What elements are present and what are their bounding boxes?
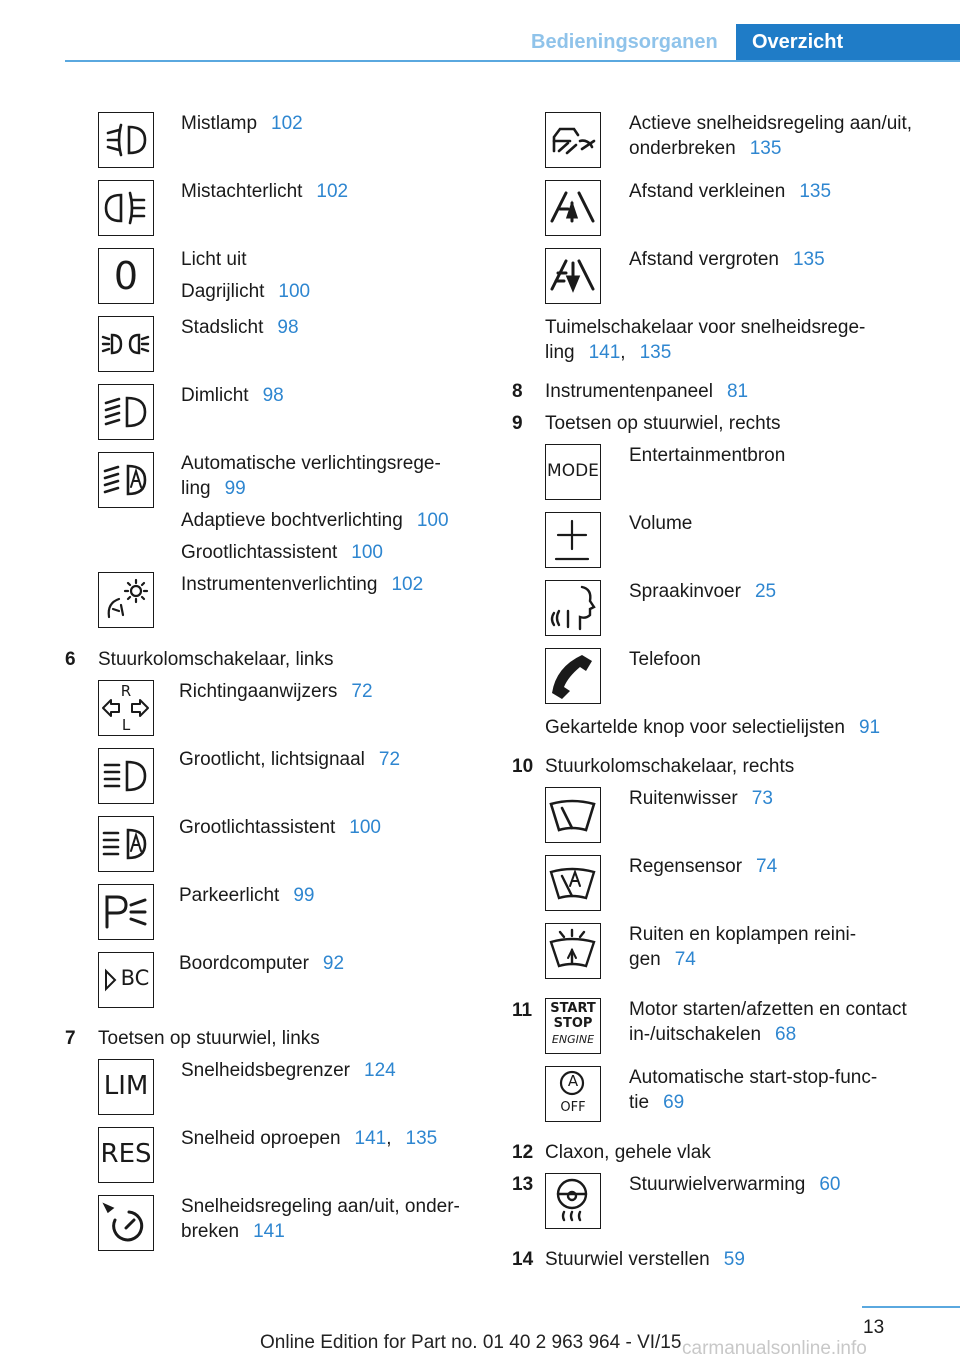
washer-entry-line2 <box>629 947 696 972</box>
entry-label: Richtingaanwijzers <box>179 681 338 702</box>
parking-lights-icon <box>98 316 154 372</box>
page-ref-link[interactable]: 141 <box>354 1128 387 1149</box>
auto-light-entry-line1: Automatische verlichtingsrege- <box>181 453 441 474</box>
instrument-lighting-icon <box>98 572 154 628</box>
entry-label: Grootlichtassistent <box>179 817 336 838</box>
entry-label: Instrumentenpaneel <box>545 381 713 402</box>
entry-label: Ruitenwisser <box>629 788 738 809</box>
page-ref-link[interactable]: 91 <box>858 717 881 738</box>
page-ref-link[interactable]: 141 <box>588 342 621 363</box>
entry-label: Boordcomputer <box>179 953 309 974</box>
entry-label: gen <box>629 949 661 970</box>
phone-entry: Telefoon <box>629 649 701 670</box>
section-number: 9 <box>512 413 523 434</box>
page-ref-link[interactable]: 102 <box>391 574 424 595</box>
rear-fog-lamp-icon <box>98 180 154 236</box>
volume-entry: Volume <box>629 513 693 534</box>
page-ref-link[interactable]: 73 <box>751 788 773 809</box>
entry-label: Afstand vergroten <box>629 249 779 270</box>
icon-label: START <box>550 1001 596 1016</box>
page-ref-link[interactable]: 59 <box>723 1249 745 1270</box>
washer-icon <box>545 923 601 979</box>
start-entry-line1: Motor starten/afzetten en contact <box>629 999 907 1020</box>
cruise-entry-line2 <box>181 1219 285 1244</box>
high-beam-assistant-icon <box>98 816 154 872</box>
voice-entry <box>629 579 776 604</box>
section-number: 11 <box>512 1000 533 1021</box>
mode-button-icon <box>545 444 601 500</box>
section-number: 10 <box>512 756 534 777</box>
footer-edition: Online Edition for Part no. 01 40 2 963 964 - VI/15 <box>260 1332 682 1353</box>
cruise-control-icon <box>98 1195 154 1251</box>
rocker-entry-line2 <box>545 340 671 365</box>
speed-limiter-icon <box>98 1059 154 1115</box>
section-number: 8 <box>512 381 523 402</box>
page-ref-link[interactable]: 102 <box>316 181 349 202</box>
page-number: 13 <box>863 1317 885 1338</box>
adaptive-entry <box>181 508 449 533</box>
entry-label: Stuurwiel verstellen <box>545 1249 710 1270</box>
entry-label: Snelheid oproepen <box>181 1128 341 1149</box>
page-ref-link[interactable]: 100 <box>351 542 383 563</box>
mistlamp-entry <box>181 111 303 136</box>
grootlicht-assist-entry <box>181 540 383 565</box>
rocker-entry-line1: Tuimelschakelaar voor snelheidsrege- <box>545 317 866 338</box>
section-number: 12 <box>512 1142 534 1163</box>
header-section: Bedieningsorganen <box>531 31 718 53</box>
icon-label: R <box>120 682 132 700</box>
icon-label: L <box>121 716 131 734</box>
voice-command-icon <box>545 580 601 636</box>
grootlicht-assist2-entry <box>179 815 381 840</box>
volume-icon <box>545 512 601 568</box>
entry-label: Regensensor <box>629 856 743 877</box>
section-title: Toetsen op stuurwiel, rechts <box>545 413 781 434</box>
section-number: 14 <box>512 1249 534 1270</box>
page-ref-link[interactable]: 92 <box>322 953 345 974</box>
page-ref-link[interactable]: 100 <box>416 510 449 531</box>
icon-label: STOP <box>553 1016 593 1031</box>
start-entry-line2 <box>629 1022 796 1047</box>
start-stop-engine-icon <box>545 998 601 1054</box>
page-ref-link[interactable]: 72 <box>351 681 373 702</box>
watermark: carmanualsonline.info <box>682 1338 867 1359</box>
cruise-entry-line1: Snelheidsregeling aan/uit, onder- <box>181 1196 460 1217</box>
page-ref-link[interactable]: 60 <box>819 1174 841 1195</box>
entry-label: ling <box>181 478 211 499</box>
entry-label: onderbreken <box>629 138 736 159</box>
distance-decrease-icon <box>545 180 601 236</box>
stadslicht-entry <box>181 315 299 340</box>
entry-label: Mistlamp <box>181 113 258 134</box>
header-tab: Overzicht <box>736 24 960 62</box>
autostart-entry-line2 <box>629 1090 684 1115</box>
rain-sensor-icon <box>545 855 601 911</box>
icon-label: ENGINE <box>551 1033 595 1046</box>
entry-label: breken <box>181 1221 240 1242</box>
section-title <box>545 1247 745 1272</box>
entry-label: ling <box>545 342 575 363</box>
wiper-entry <box>629 786 773 811</box>
parking-light-icon <box>98 884 154 940</box>
acc-entry-line1: Actieve snelheidsregeling aan/uit, <box>629 113 913 134</box>
mode-entry: Entertainmentbron <box>629 445 786 466</box>
auto-headlight-icon <box>98 452 154 508</box>
entry-label: Grootlicht, lichtsignaal <box>179 749 365 770</box>
entry-label: Afstand verkleinen <box>629 181 786 202</box>
high-beam-icon <box>98 748 154 804</box>
separator: , <box>386 1128 392 1149</box>
section-number: 7 <box>65 1028 76 1049</box>
page-ref-link[interactable]: 74 <box>756 856 778 877</box>
page-ref-link[interactable]: 74 <box>674 949 696 970</box>
section-title: Toetsen op stuurwiel, links <box>98 1028 320 1049</box>
separator: , <box>620 342 626 363</box>
page-ref-link[interactable]: 135 <box>749 138 782 159</box>
section-title: Claxon, gehele vlak <box>545 1142 711 1163</box>
entry-label: Gekartelde knop voor selectielijsten <box>545 717 845 738</box>
footer-rule <box>862 1306 960 1308</box>
page-ref-link[interactable]: 98 <box>262 385 284 406</box>
wiper-icon <box>545 787 601 843</box>
entry-label: Stuurwielverwarming <box>629 1174 806 1195</box>
entry-label: Snelheidsbegrenzer <box>181 1060 351 1081</box>
entry-label: Adaptieve bochtverlichting <box>181 510 403 531</box>
washer-entry-line1: Ruiten en koplampen reini- <box>629 924 857 945</box>
page-ref-link[interactable]: 124 <box>364 1060 396 1081</box>
resume-speed-icon <box>98 1127 154 1183</box>
section-number: 13 <box>512 1174 534 1195</box>
entry-label: tie <box>629 1092 650 1113</box>
distance-increase-icon <box>545 248 601 304</box>
lights-off-icon <box>98 248 154 304</box>
icon-label: BC <box>120 966 150 990</box>
entry-label: Instrumentenverlichting <box>181 574 378 595</box>
section-number: 6 <box>65 649 76 670</box>
page-ref-link[interactable]: 69 <box>663 1092 685 1113</box>
page-ref-link[interactable]: 98 <box>277 317 299 338</box>
page-ref-link[interactable]: 72 <box>378 749 401 770</box>
dist-minus-entry <box>629 179 831 204</box>
page-ref-link[interactable]: 25 <box>754 581 777 602</box>
page-ref-link[interactable]: 100 <box>278 281 311 302</box>
heating-entry <box>629 1172 840 1197</box>
dist-plus-entry <box>629 247 825 272</box>
parkeerlicht-entry <box>179 883 314 908</box>
entry-label: Dimlicht <box>181 385 249 406</box>
entry-label: Dagrijlicht <box>181 281 265 302</box>
icon-label: LIM <box>103 1071 149 1101</box>
icon-label: A <box>567 1072 579 1090</box>
header-rule <box>65 60 960 62</box>
icon-label: MODE <box>547 461 599 481</box>
turn-signal-icon <box>98 680 154 736</box>
low-beam-icon <box>98 384 154 440</box>
entry-label: Spraakinvoer <box>629 581 741 602</box>
lim-entry <box>181 1058 396 1083</box>
knurled-entry <box>545 715 880 740</box>
res-entry <box>181 1126 437 1151</box>
icon-label: RES <box>100 1139 152 1169</box>
page-ref-link[interactable]: 99 <box>224 478 246 499</box>
fog-lamp-icon <box>98 112 154 168</box>
page-ref-link[interactable]: 68 <box>775 1024 797 1045</box>
section-title: Stuurkolomschakelaar, rechts <box>545 756 795 777</box>
section-title <box>545 379 748 404</box>
page-ref-link[interactable]: 100 <box>349 817 381 838</box>
icon-label: OFF <box>560 1100 586 1115</box>
page-ref-link[interactable]: 135 <box>792 249 825 270</box>
dimlicht-entry <box>181 383 284 408</box>
page-ref-link[interactable]: 102 <box>271 113 303 134</box>
licht-uit-entry: Licht uit <box>181 249 247 270</box>
instr-light-entry <box>181 572 423 597</box>
richting-entry <box>179 679 373 704</box>
autostart-entry-line1: Automatische start-stop-func- <box>629 1067 878 1088</box>
steering-heating-icon <box>545 1173 601 1229</box>
entry-label: in-/uitschakelen <box>629 1024 762 1045</box>
auto-start-stop-icon <box>545 1066 601 1122</box>
page-ref-link[interactable]: 141 <box>253 1221 285 1242</box>
grootlicht-entry <box>179 747 400 772</box>
active-cruise-icon <box>545 112 601 168</box>
phone-icon <box>545 648 601 704</box>
boordcomputer-entry <box>179 951 344 976</box>
board-computer-icon <box>98 952 154 1008</box>
mistachterlicht-entry <box>181 179 348 204</box>
page-ref-link[interactable]: 81 <box>726 381 749 402</box>
page-ref-link[interactable]: 135 <box>799 181 832 202</box>
auto-light-entry-line2 <box>181 476 246 501</box>
dagrijlicht-entry <box>181 279 310 304</box>
rain-entry <box>629 854 777 879</box>
entry-label: Stadslicht <box>181 317 264 338</box>
section-title: Stuurkolomschakelaar, links <box>98 649 334 670</box>
entry-label: Grootlichtassistent <box>181 542 338 563</box>
page-ref-link[interactable]: 135 <box>639 342 672 363</box>
entry-label: Parkeerlicht <box>179 885 280 906</box>
page-ref-link[interactable]: 99 <box>293 885 315 906</box>
icon-label: 0 <box>113 254 139 298</box>
page-ref-link[interactable]: 135 <box>405 1128 438 1149</box>
acc-entry-line2 <box>629 136 781 161</box>
entry-label: Mistachterlicht <box>181 181 303 202</box>
